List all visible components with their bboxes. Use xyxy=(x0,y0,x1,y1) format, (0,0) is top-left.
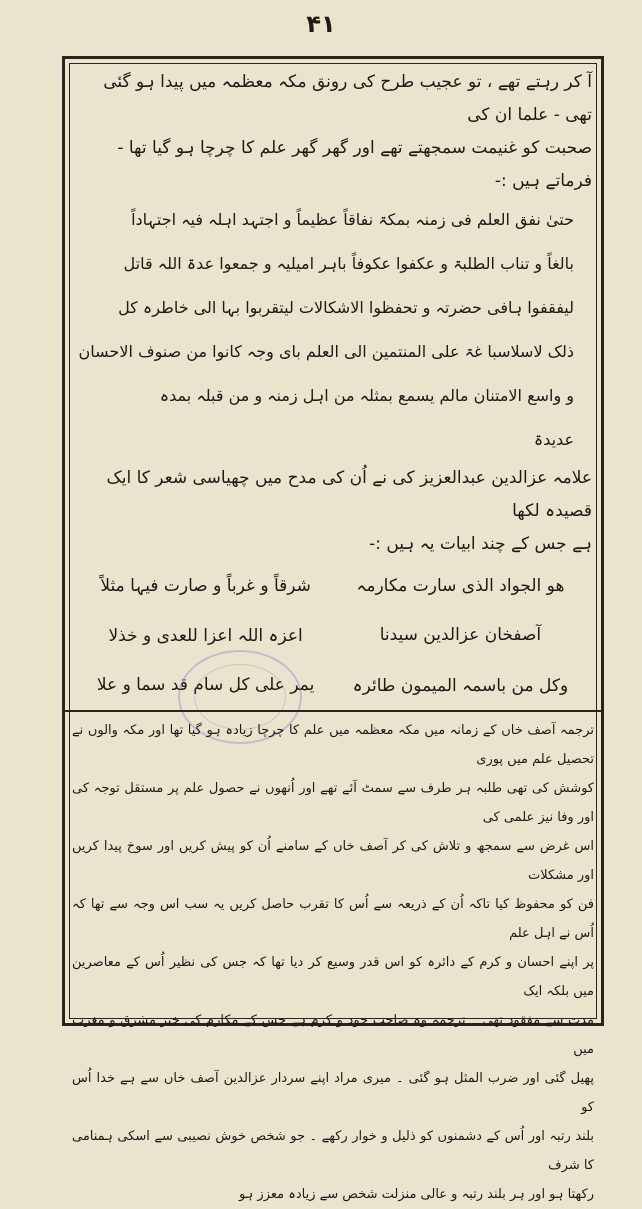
footnote-divider xyxy=(62,710,604,712)
text-line: صحبت کو غنیمت سمجھتے تھے اور گھر گھر علم کا چرچا ہو گیا تھا - فرماتے ہیں :- xyxy=(117,138,592,191)
hemistich-second: یمر علی کل سام قد سما و علا xyxy=(96,675,315,695)
footnotes xyxy=(72,716,594,1209)
text-line: علامہ عزالدین عبدالعزیز کی نے اُن کی مدح میں چھیاسی شعر کا ایک قصیدہ لکھا xyxy=(106,468,592,521)
arabic-quote-line: عدیدۃ xyxy=(533,430,574,449)
poem-couplets xyxy=(88,560,578,710)
hemistich-first: ھو الجواد الذی سارت مکارمہ xyxy=(356,575,565,596)
footnote-line: رکھتا ہو اور ہر بلند رتبہ و عالی منزلت شخص سے زیادہ معزز ہو xyxy=(238,1187,594,1202)
hemistich-first: آصفخان عزالدین سیدنا xyxy=(379,625,542,645)
arabic-quote-line: حتیٰ نفق العلم فی زمنہ بمکۃ نفاقاً عظیماً و اجتہد اہلہ فیہ اجتہاداً xyxy=(131,210,574,229)
footnote-line: فن کو محفوظ کیا تاکہ اُن کے ذریعہ سے اُس کا تقرب حاصل کریں یہ سب اس وجہ سے تھا کہ اُس نے اہل علم xyxy=(72,897,594,941)
text-line: ہے جس کے چند ابیات یہ ہیں :- xyxy=(369,534,592,554)
main-text xyxy=(74,66,592,561)
hemistich-first: وکل من باسمہ المیمون طائرہ xyxy=(352,675,569,696)
couplet xyxy=(88,610,578,660)
footnote-line: اس غرض سے سمجھ و تلاش کی کر آصف خاں کے سامنے اُن کو پیش کریں اور سوخ پیدا کریں اور مشکلات xyxy=(72,839,594,883)
hemistich-second: شرقاً و غرباً و صارت فیہا مثلاً xyxy=(100,575,311,596)
footnote-line: پھیل گئی اور ضرب المثل ہو گئی ۔ میری مراد اپنے سردار عزالدین آصف خاں سے ہے خدا اُس کو xyxy=(72,1071,594,1115)
footnote-line: پر اپنے احسان و کرم کے دائرہ کو اس قدر وسیع کر دیا تھا کہ جس کی نظیر اُس کے معاصرین میں بلکہ ایک xyxy=(72,955,594,999)
page-number: ۴۱ xyxy=(306,10,336,38)
arabic-quote-line: لیفقفوا ہافی حضرتہ و تحفظوا الاشکالات لیتقربوا بہا الی خاطرہ کل xyxy=(118,298,574,317)
couplet xyxy=(88,560,578,610)
footnote-line: ترجمہ آصف خاں کے زمانہ میں مکہ معظمہ میں علم کا چرچا زیادہ ہو گیا تھا اور مکہ والوں نے تحصیل علم میں پوری xyxy=(72,723,594,767)
text-line: آ کر رہتے تھے ، تو عجیب طرح کی رونق مکہ معظمہ میں پیدا ہو گئی تھی - علما ان کی xyxy=(103,72,592,125)
hemistich-second: اعزہ اللہ اعزا للعدی و خذلا xyxy=(108,625,303,646)
footnote-line: کوشش کی تھی طلبہ ہر طرف سے سمٹ آئے تھے اور اُنھوں نے حصول علم پر مستقل توجہ کی اور وفا نیز علمی کی xyxy=(72,781,594,825)
arabic-quote-line: ذلک لاسلاسبا غۃ علی المنتمین الی العلم بای وجہ کانوا من صنوف الاحسان xyxy=(78,342,574,361)
arabic-quote-line: و واسع الامتنان مالم یسمع بمثلہ من اہل زمنہ و من قبلہ بمدہ xyxy=(159,386,574,405)
arabic-quote-line: بالغاً و تناب الطلبۃ و عکفوا عکوفاً باہر امیلیہ و جمعوا عدۃ اللہ قاتل xyxy=(123,254,574,273)
footnote-line: بلند رتبہ اور اُس کے دشمنوں کو ذلیل و خوار رکھے ۔ جو شخص خوش نصیبی سے اسکی ہمنامی کا شرف xyxy=(72,1129,594,1173)
couplet xyxy=(88,660,578,710)
footnote-line: مدت سے مفقود تھی ۔ ترجمہ وہ صاحب جود و کرم ہے جس کے مکارم کی خبر مشرق و مغرب میں xyxy=(72,1013,594,1057)
